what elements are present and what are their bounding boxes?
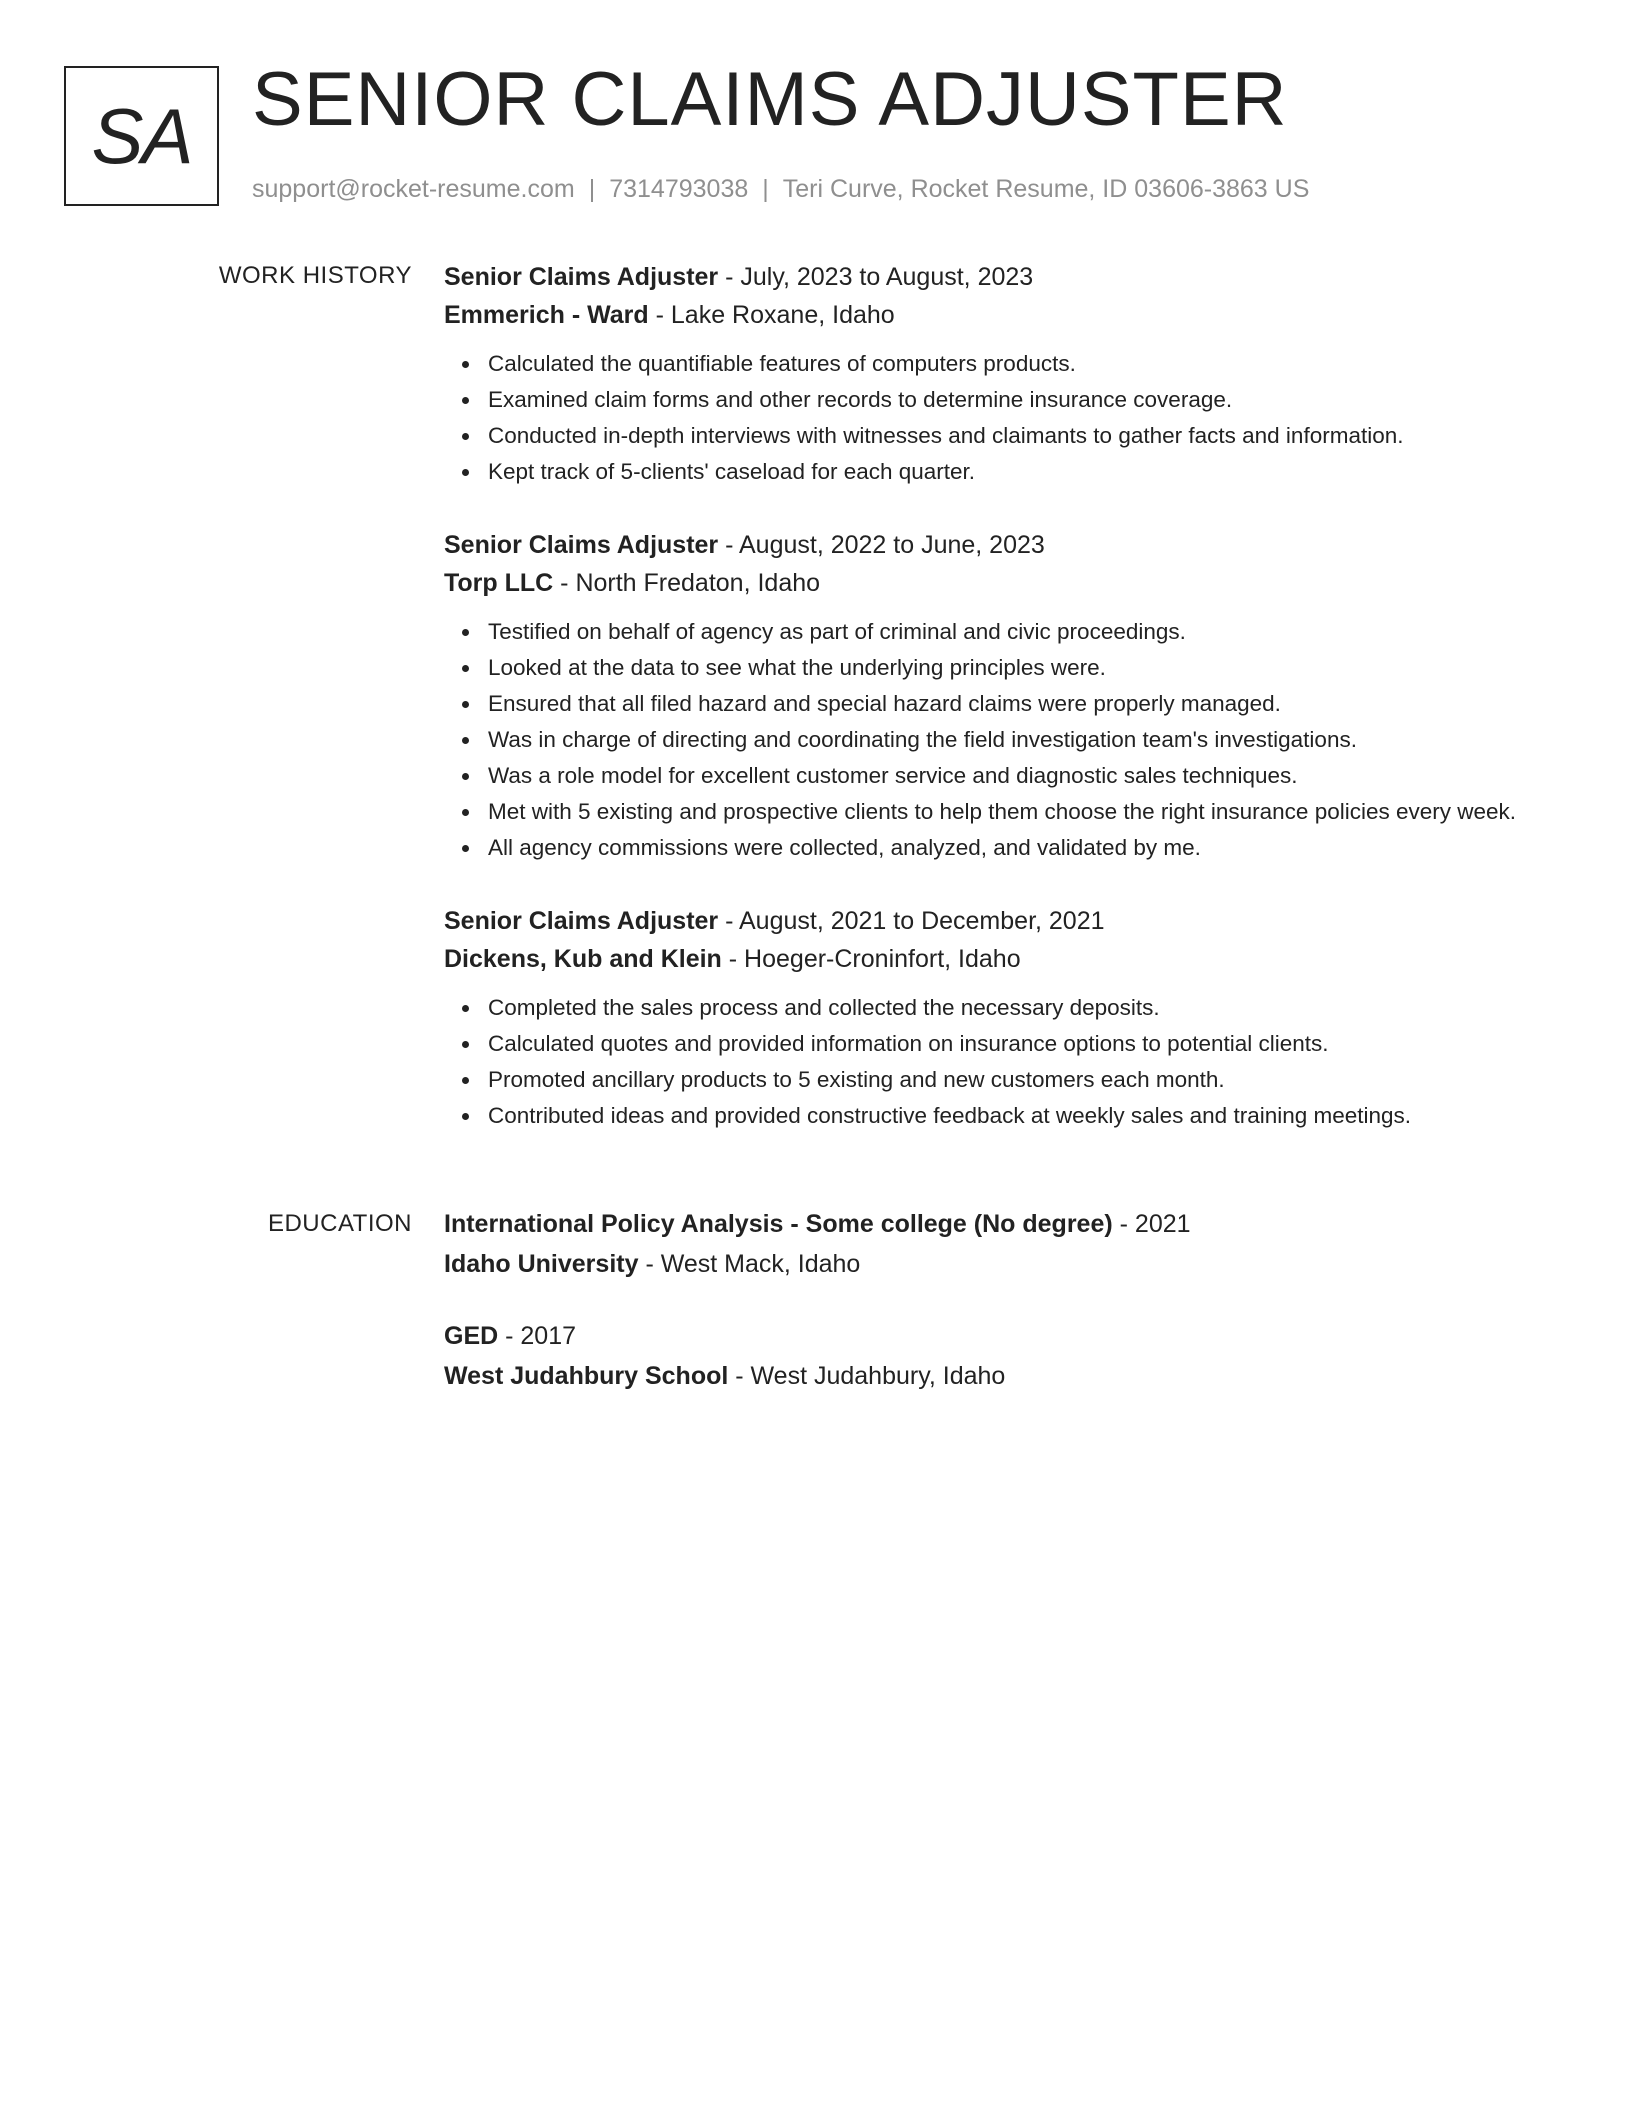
job-title: Senior Claims Adjuster bbox=[444, 907, 719, 935]
job-dates: - August, 2021 to December, 2021 bbox=[718, 907, 1105, 935]
education-degree: GED bbox=[444, 1322, 499, 1350]
job-bullet: Testified on behalf of agency as part of criminal and civic proceedings. bbox=[488, 614, 1574, 650]
job-bullet: All agency commissions were collected, analyzed, and validated by me. bbox=[488, 830, 1574, 866]
education-school-line bbox=[444, 1356, 1574, 1396]
job-bullet: Conducted in-depth interviews with witnesses and claimants to gather facts and information. bbox=[488, 418, 1574, 454]
job-bullet: Kept track of 5-clients' caseload for each quarter. bbox=[488, 454, 1574, 490]
education-school: Idaho University bbox=[444, 1250, 639, 1278]
job-bullet: Completed the sales process and collected the necessary deposits. bbox=[488, 990, 1574, 1026]
job-bullet: Was a role model for excellent customer service and diagnostic sales techniques. bbox=[488, 758, 1574, 794]
resume-title: SENIOR CLAIMS ADJUSTER bbox=[252, 57, 1288, 142]
job-bullet: Contributed ideas and provided constructive feedback at weekly sales and training meetings. bbox=[488, 1098, 1574, 1134]
job-title: Senior Claims Adjuster bbox=[444, 531, 719, 559]
education-year: - 2017 bbox=[498, 1322, 577, 1350]
job-bullet: Promoted ancillary products to 5 existing and new customers each month. bbox=[488, 1062, 1574, 1098]
job-dates: - August, 2022 to June, 2023 bbox=[718, 531, 1045, 559]
contact-line bbox=[252, 174, 1309, 204]
education-school: West Judahbury School bbox=[444, 1362, 729, 1390]
education-entry bbox=[444, 1204, 1574, 1284]
job-bullet: Calculated quotes and provided information on insurance options to potential clients. bbox=[488, 1026, 1574, 1062]
monogram-box bbox=[64, 66, 219, 206]
job-title-line bbox=[444, 902, 1574, 940]
job-entry bbox=[444, 526, 1574, 866]
contact-phone: 7314793038 bbox=[609, 175, 749, 203]
education-degree-line bbox=[444, 1204, 1574, 1244]
job-company: Dickens, Kub and Klein bbox=[444, 945, 722, 973]
job-title-line bbox=[444, 526, 1574, 564]
job-location: - Hoeger-Croninfort, Idaho bbox=[721, 945, 1021, 973]
job-entry bbox=[444, 258, 1574, 490]
education-body bbox=[444, 1204, 1574, 1428]
job-company: Emmerich - Ward bbox=[444, 301, 649, 329]
education-degree: International Policy Analysis - Some college (No degree) bbox=[444, 1210, 1113, 1238]
education-entry bbox=[444, 1316, 1574, 1396]
job-company: Torp LLC bbox=[444, 569, 554, 597]
job-bullet: Looked at the data to see what the underlying principles were. bbox=[488, 650, 1574, 686]
education-location: - West Mack, Idaho bbox=[638, 1250, 861, 1278]
education-school-line bbox=[444, 1244, 1574, 1284]
contact-email: support@rocket-resume.com bbox=[252, 175, 575, 203]
contact-separator: | bbox=[588, 175, 596, 203]
job-bullet: Ensured that all filed hazard and special hazard claims were properly managed. bbox=[488, 686, 1574, 722]
job-company-line bbox=[444, 296, 1574, 334]
job-title-line bbox=[444, 258, 1574, 296]
job-bullet: Calculated the quantifiable features of computers products. bbox=[488, 346, 1574, 382]
job-location: - Lake Roxane, Idaho bbox=[648, 301, 895, 329]
contact-address: Teri Curve, Rocket Resume, ID 03606-3863 US bbox=[782, 175, 1310, 203]
job-bullet-list bbox=[444, 990, 1574, 1134]
job-title: Senior Claims Adjuster bbox=[444, 263, 719, 291]
work-history-body bbox=[444, 258, 1574, 1170]
section-label-work-history: WORK HISTORY bbox=[218, 262, 412, 289]
section-label-education: EDUCATION bbox=[267, 1210, 412, 1237]
job-bullet: Was in charge of directing and coordinating the field investigation team's investigations. bbox=[488, 722, 1574, 758]
job-bullet-list bbox=[444, 614, 1574, 866]
education-degree-line bbox=[444, 1316, 1574, 1356]
monogram-initials: SA bbox=[91, 92, 192, 180]
education-year: - 2021 bbox=[1112, 1210, 1191, 1238]
job-location: - North Fredaton, Idaho bbox=[553, 569, 821, 597]
job-company-line bbox=[444, 940, 1574, 978]
job-bullet: Met with 5 existing and prospective clients to help them choose the right insurance policies every week. bbox=[488, 794, 1574, 830]
education-location: - West Judahbury, Idaho bbox=[728, 1362, 1006, 1390]
job-company-line bbox=[444, 564, 1574, 602]
job-dates: - July, 2023 to August, 2023 bbox=[718, 263, 1034, 291]
contact-separator: | bbox=[762, 175, 769, 203]
job-entry bbox=[444, 902, 1574, 1134]
job-bullet: Examined claim forms and other records to determine insurance coverage. bbox=[488, 382, 1574, 418]
job-bullet-list bbox=[444, 346, 1574, 490]
